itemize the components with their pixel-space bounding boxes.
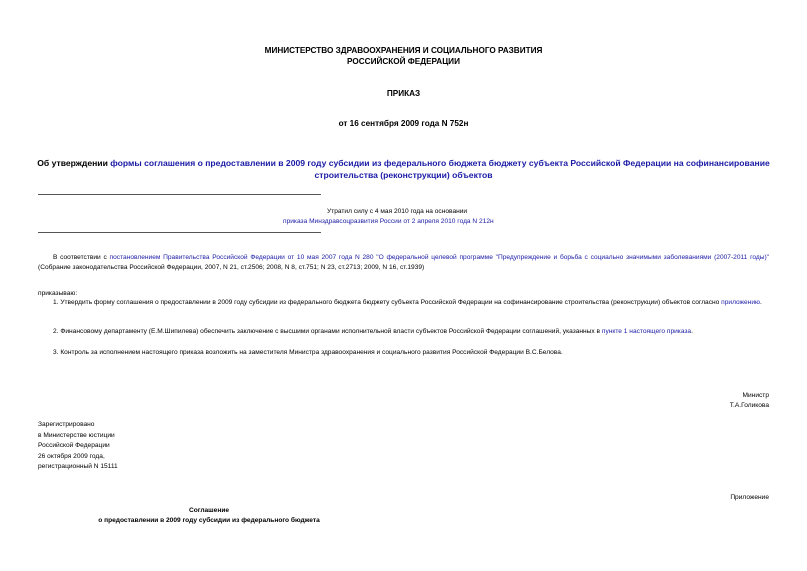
status-line: Утратил силу с 4 мая 2010 года на основании	[327, 208, 468, 215]
appendix-heading-2: о предоставлении в 2009 году субсидии из федерального бюджета	[98, 517, 320, 524]
divider-top	[38, 194, 321, 195]
registration-line-4: 26 октября 2009 года,	[38, 452, 105, 460]
signature-role: Министр	[742, 392, 769, 399]
document-title	[30, 157, 777, 181]
registration-line-3: Российской Федерации	[38, 442, 110, 449]
preamble-prefix: В соответствии с	[53, 254, 110, 261]
status-link[interactable]: приказа Минздравсоцразвития России от 2 апреля 2010 года N 212н	[283, 218, 494, 225]
order-item-1-end: .	[759, 299, 762, 306]
registration-line-1: Зарегистрировано	[38, 421, 95, 428]
registration-block	[38, 420, 118, 473]
document-title-prefix: Об утверждении	[37, 158, 111, 168]
document-title-link[interactable]: формы соглашения о предоставлении в 2009 году субсидии из федерального бюджета бюджету субъекта Российской Федерации на софинансирование строительства (реконструкции) объектов	[110, 158, 770, 180]
order-word: приказываю:	[38, 290, 78, 297]
appendix-heading-1: Соглашение	[188, 507, 230, 514]
order-item-1	[38, 298, 769, 308]
ministry-name-line2: РОССИЙСКОЙ ФЕДЕРАЦИИ	[347, 57, 460, 66]
ministry-name-line1: МИНИСТЕРСТВО ЗДРАВООХРАНЕНИЯ И СОЦИАЛЬНОГО РАЗВИТИЯ	[264, 46, 543, 55]
order-item-2-end: .	[691, 328, 693, 335]
government-decree-link[interactable]: постановлением Правительства Российской Федерации от 10 мая 2007 года N 280 "О федеральной целевой программе "Предупреждение и борьба с социально значимыми заболеваниями (2007-2011 годы)"	[109, 254, 770, 261]
signature-name: Т.А.Голикова	[729, 402, 769, 409]
appendix-label: Приложение	[730, 494, 769, 501]
order-item-2-text: 2. Финансовому департаменту (Е.М.Шипилева) обеспечить заключение с высшими органами исполнительной власти субъектов Российской Федерации соглашений, указанных в	[53, 328, 602, 335]
preamble-suffix: (Собрание законодательства Российской Федерации, 2007, N 21, ст.2506; 2008, N 8, ст.751; N 23, ст.2713; 2009, N 16, ст.1939)	[38, 263, 425, 271]
document-date: от 16 сентября 2009 года N 752н	[338, 119, 469, 128]
order-item-3: 3. Контроль за исполнением настоящего приказа возложить на заместителя Министра здравоохранения и социального развития Российской Федерации В.С.Белова.	[53, 349, 563, 356]
registration-line-5: регистрационный N 15111	[38, 463, 118, 470]
registration-line-2: в Министерстве юстиции	[38, 431, 115, 439]
appendix-link[interactable]: приложению	[721, 299, 760, 306]
order-item-2	[38, 327, 769, 337]
order-point-1-link[interactable]: пункте 1 настоящего приказа	[601, 328, 692, 335]
order-item-1-text: 1. Утвердить форму соглашения о предоставлении в 2009 году субсидии из федерального бюджета бюджету субъекта Российской Федерации на софинансирование строительства (реконструкции) объектов согласно	[53, 299, 722, 306]
divider-bottom	[38, 232, 321, 233]
document-type: ПРИКАЗ	[386, 89, 421, 98]
preamble-paragraph	[38, 253, 769, 272]
